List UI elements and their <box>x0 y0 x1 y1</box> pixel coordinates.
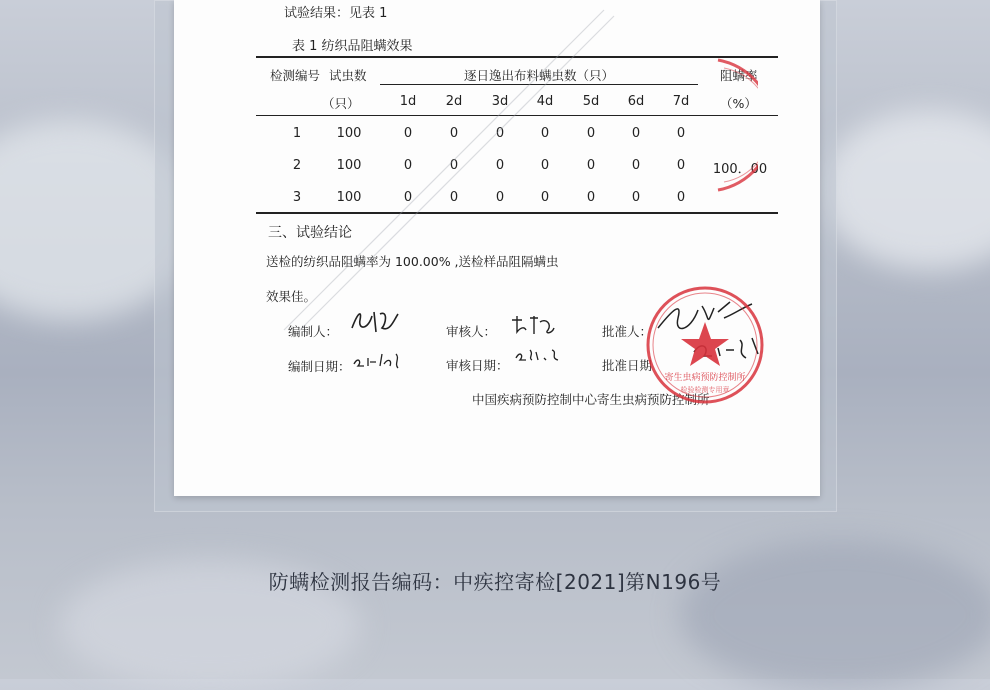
conclusion-text-2: 效果佳。 <box>266 289 317 304</box>
partial-stamp-right <box>678 56 758 196</box>
day-header: 7d <box>672 94 690 109</box>
day-header: 6d <box>627 94 645 109</box>
official-stamp <box>644 284 766 406</box>
row-day-value: 0 <box>449 126 459 141</box>
day-header: 3d <box>491 94 509 109</box>
review-date-signature <box>514 344 564 364</box>
approver-label: 批准人： <box>602 324 653 339</box>
row-day-value: 0 <box>540 190 550 205</box>
row-day-value: 0 <box>403 126 413 141</box>
result-line: 试验结果：见表 1 <box>284 6 388 21</box>
review-date-label: 审核日期： <box>446 358 509 373</box>
row-day-value: 0 <box>403 190 413 205</box>
row-day-value: 0 <box>676 126 686 141</box>
fabric-fold <box>820 110 990 270</box>
row-day-value: 0 <box>495 158 505 173</box>
row-day-value: 0 <box>586 190 596 205</box>
row-day-value: 0 <box>403 158 413 173</box>
row-day-value: 0 <box>449 158 459 173</box>
day-header: 1d <box>399 94 417 109</box>
row-rate: 100．00 <box>712 162 768 177</box>
approve-date-label: 批准日期 <box>602 358 653 373</box>
compile-date-signature <box>352 348 408 370</box>
table-title: 表 1 纺织品阻螨效果 <box>292 39 413 54</box>
row-day-value: 0 <box>586 126 596 141</box>
col-header-rate: 阻螨率 <box>720 68 758 83</box>
row-id: 3 <box>292 190 302 205</box>
row-day-value: 0 <box>631 190 641 205</box>
day-header: 5d <box>582 94 600 109</box>
test-report-page <box>174 0 820 496</box>
col-header-rate-unit: （%） <box>720 96 757 111</box>
row-count: 100 <box>336 126 362 141</box>
day-header: 2d <box>445 94 463 109</box>
seal-watermark <box>274 0 634 340</box>
report-code-caption: 防螨检测报告编码：中疾控寄检[2021]第N196号 <box>268 570 722 594</box>
col-header-id: 检测编号 <box>270 68 321 83</box>
row-id: 2 <box>292 158 302 173</box>
col-header-count: 试虫数 <box>329 68 367 83</box>
conclusion-text: 送检的纺织品阻螨率为 100.00% ,送检样品阻隔螨虫 <box>266 254 559 269</box>
reviewer-label: 审核人： <box>446 324 497 339</box>
compile-date-label: 编制日期： <box>288 359 351 374</box>
row-count: 100 <box>336 190 362 205</box>
row-day-value: 0 <box>540 158 550 173</box>
row-day-value: 0 <box>495 190 505 205</box>
svg-text:检验检测专用章: 检验检测专用章 <box>680 386 730 394</box>
row-day-value: 0 <box>676 158 686 173</box>
row-day-value: 0 <box>495 126 505 141</box>
row-day-value: 0 <box>631 158 641 173</box>
col-header-daily: 逐日逸出布料螨虫数（只） <box>464 68 615 83</box>
row-count: 100 <box>336 158 362 173</box>
row-day-value: 0 <box>631 126 641 141</box>
row-day-value: 0 <box>676 190 686 205</box>
svg-text:寄生虫病预防控制所: 寄生虫病预防控制所 <box>664 373 746 383</box>
day-header: 4d <box>536 94 554 109</box>
row-day-value: 0 <box>540 126 550 141</box>
row-id: 1 <box>292 126 302 141</box>
col-header-count-unit: （只） <box>322 96 360 111</box>
organization-name: 中国疾病预防控制中心寄生虫病预防控制所 <box>472 392 710 407</box>
row-day-value: 0 <box>449 190 459 205</box>
compiler-label: 编制人： <box>288 324 339 339</box>
section3-heading: 三、试验结论 <box>268 225 352 241</box>
row-day-value: 0 <box>586 158 596 173</box>
fabric-fold <box>680 540 990 690</box>
